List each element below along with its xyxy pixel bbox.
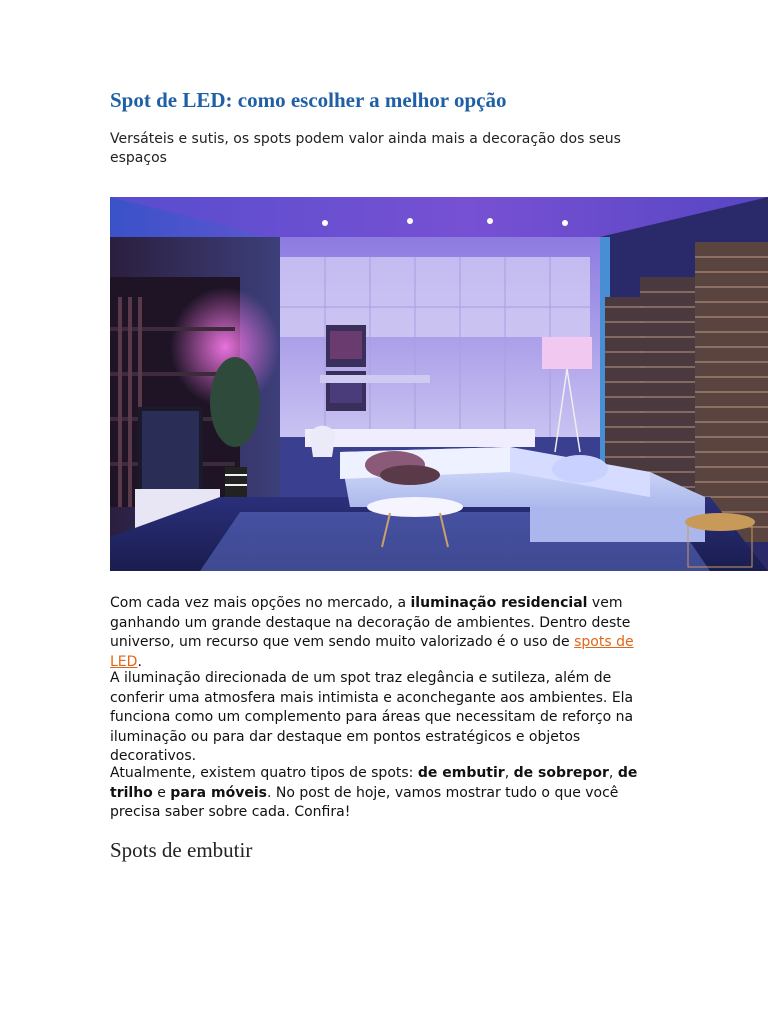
hero-image [110, 197, 768, 571]
text-span: , [504, 765, 514, 781]
spot-types-paragraph [110, 764, 658, 823]
bold-term: de embutir [417, 765, 505, 781]
body-paragraph: A iluminação direcionada de um spot traz elegância e sutileza, além de conferir uma atmosfera mais intimista e aconchegante aos ambientes. Ela funciona como um complemento para áreas que necessitam de reforço na iluminação ou para dar destaque em pontos estratégicos e objetos decorativos. [110, 670, 634, 764]
text-span: . No post de hoje, vamos mostrar tudo o que você precisa saber sobre cada. Confira! [110, 784, 619, 820]
text-span: Atualmente, existem quatro tipos de spots: [110, 765, 418, 781]
text-span: Com cada vez mais opções no mercado, a [110, 595, 411, 611]
living-room-photo-icon [110, 197, 768, 571]
bold-term: de sobrepor [513, 765, 609, 781]
bold-term: iluminação residencial [410, 595, 588, 611]
text-span: e [152, 784, 171, 801]
bold-term: para móveis [170, 784, 267, 801]
text-span: , [608, 765, 618, 781]
text-span: vem ganhando um grande destaque na decoração de ambientes. Dentro deste universo, um recurso que vem sendo muito valorizado é o uso de [110, 595, 631, 650]
spots-de-led-link[interactable]: spots de LED [110, 634, 634, 670]
section-heading: Spots de embutir [110, 838, 253, 862]
page-title: Spot de LED: como escolher a melhor opção [110, 88, 507, 112]
intro-paragraph [110, 594, 658, 672]
bold-term: de trilho [110, 765, 638, 801]
text-span: . [137, 653, 142, 670]
article-subtitle: Versáteis e sutis, os spots podem valor ainda mais a decoração dos seus espaços [110, 131, 621, 166]
